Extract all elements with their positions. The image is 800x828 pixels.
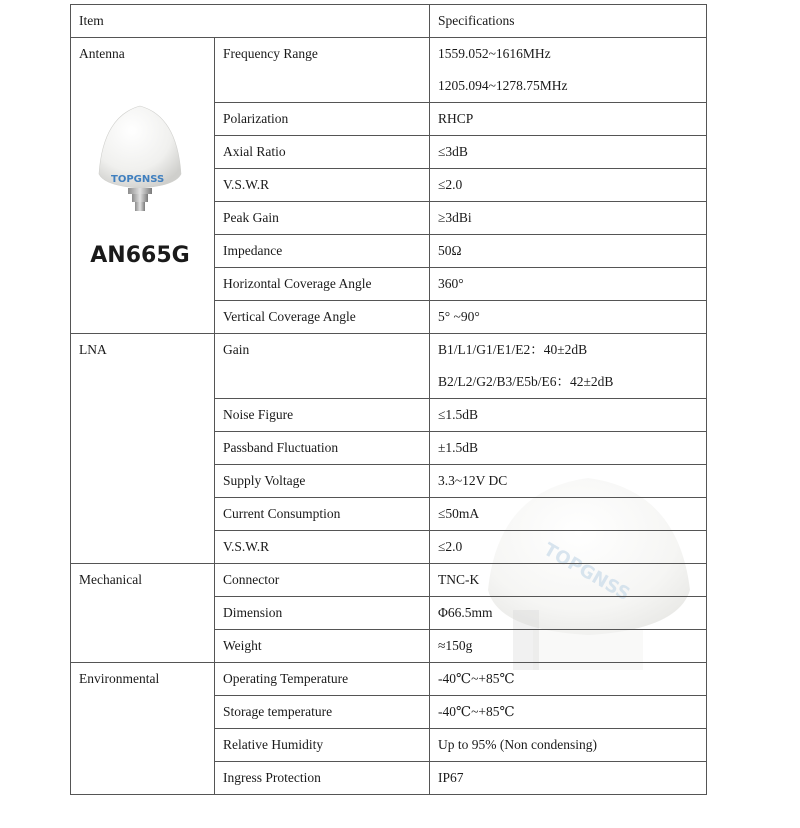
spec-name: Horizontal Coverage Angle <box>215 268 430 301</box>
table-row <box>71 564 707 597</box>
spec-name: Ingress Protection <box>215 762 430 795</box>
spec-name: Weight <box>215 630 430 663</box>
header-specifications: Specifications <box>430 5 707 38</box>
category-label: Antenna <box>79 46 125 61</box>
table-row <box>71 334 707 399</box>
spec-value: RHCP <box>430 103 707 136</box>
header-item: Item <box>71 5 430 38</box>
spec-name: Peak Gain <box>215 202 430 235</box>
spec-name: V.S.W.R <box>215 169 430 202</box>
spec-name: Polarization <box>215 103 430 136</box>
specifications-table <box>70 4 707 795</box>
spec-value: -40℃~+85℃ <box>430 696 707 729</box>
spec-value: 5° ~90° <box>430 301 707 334</box>
spec-value: Up to 95% (Non condensing) <box>430 729 707 762</box>
antenna-brand-label: TOPGNSS <box>111 174 165 185</box>
spec-value: 3.3~12V DC <box>430 465 707 498</box>
spec-name: Current Consumption <box>215 498 430 531</box>
table-row <box>71 663 707 696</box>
spec-name: Storage temperature <box>215 696 430 729</box>
spec-value <box>430 38 707 103</box>
spec-value: ≤3dB <box>430 136 707 169</box>
spec-value <box>430 334 707 399</box>
spec-name: Supply Voltage <box>215 465 430 498</box>
spec-value: IP67 <box>430 762 707 795</box>
environmental-category-cell: Environmental <box>71 663 215 795</box>
spec-name: V.S.W.R <box>215 531 430 564</box>
lna-category-cell: LNA <box>71 334 215 564</box>
spec-value-line-2: 1205.094~1278.75MHz <box>438 78 568 93</box>
spec-value-line-2: B2/L2/G2/B3/E5b/E6：42±2dB <box>438 374 614 389</box>
spec-name: Frequency Range <box>215 38 430 103</box>
spec-name: Connector <box>215 564 430 597</box>
table-header-row <box>71 5 707 38</box>
spec-name: Operating Temperature <box>215 663 430 696</box>
spec-name: Passband Fluctuation <box>215 432 430 465</box>
spec-value: ≈150g <box>430 630 707 663</box>
spec-value: Φ66.5mm <box>430 597 707 630</box>
spec-name: Relative Humidity <box>215 729 430 762</box>
antenna-product-image <box>95 104 185 212</box>
spec-value: ≤2.0 <box>430 531 707 564</box>
spec-name: Axial Ratio <box>215 136 430 169</box>
spec-name: Vertical Coverage Angle <box>215 301 430 334</box>
spec-value: ±1.5dB <box>430 432 707 465</box>
antenna-category-cell <box>71 38 215 334</box>
watermark-brand-label: TOPGNSS <box>539 539 634 606</box>
spec-name: Dimension <box>215 597 430 630</box>
spec-name: Gain <box>215 334 430 399</box>
spec-value: 50Ω <box>430 235 707 268</box>
model-name: AN665G <box>90 243 190 268</box>
mechanical-category-cell: Mechanical <box>71 564 215 663</box>
spec-value: 360° <box>430 268 707 301</box>
spec-value: ≥3dBi <box>430 202 707 235</box>
spec-value: -40℃~+85℃ <box>430 663 707 696</box>
spec-value: ≤1.5dB <box>430 399 707 432</box>
spec-value-line-1: 1559.052~1616MHz <box>438 46 551 61</box>
spec-name: Impedance <box>215 235 430 268</box>
table-row <box>71 38 707 103</box>
spec-name: Noise Figure <box>215 399 430 432</box>
spec-value: ≤50mA <box>430 498 707 531</box>
spec-value-line-1: B1/L1/G1/E1/E2：40±2dB <box>438 342 588 357</box>
spec-value: ≤2.0 <box>430 169 707 202</box>
spec-value: TNC-K <box>430 564 707 597</box>
